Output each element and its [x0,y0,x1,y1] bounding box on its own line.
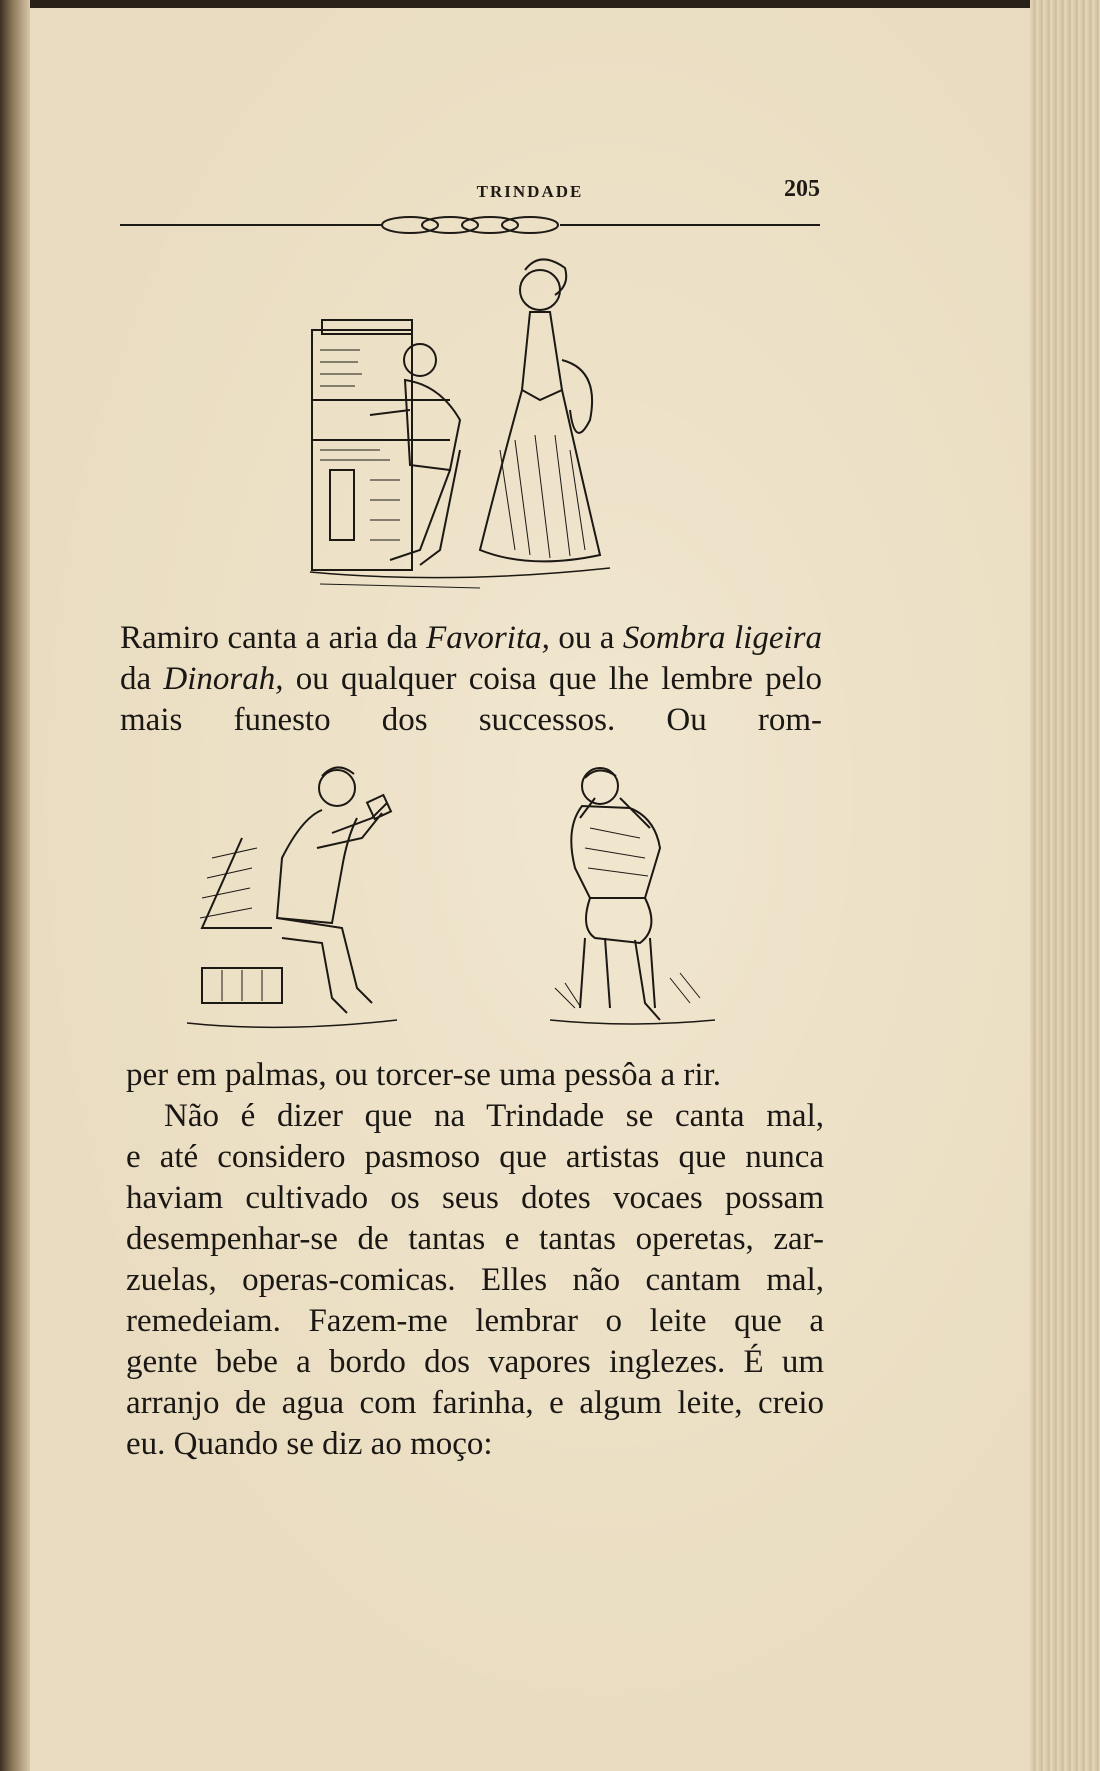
text-line: arranjo de agua com farinha, e algum leite, creio [126,1385,824,1421]
text-line: desempenhar-se de tantas e tantas operetas, zar- [126,1221,824,1257]
clapping-man-illustration [182,758,422,1038]
top-edge [0,0,1100,8]
p1-italic-sombra: Sombra ligeira [622,620,822,656]
p1-text-1: Ramiro canta a aria da [120,620,427,656]
text-line: e até considero pasmoso que artistas que nunca [126,1139,824,1175]
text-line: remedeiam. Fazem-me lembrar o leite que a [126,1303,824,1339]
text-line: per em palmas, ou torcer-se uma pessôa a rir. [126,1057,721,1093]
page-stack-edge [1030,0,1100,1771]
text-line: haviam cultivado os seus dotes vocaes possam [126,1180,824,1216]
p1-text-3: da [120,661,164,697]
page-header [120,172,820,212]
page-number: 205 [784,176,820,202]
p1-italic-favorita: Favorita, [426,620,550,656]
p1-text-2: ou a [549,620,623,656]
p1-italic-dinorah: Dinorah, [163,661,284,697]
paragraph-1 [120,618,822,741]
ornamental-rule [120,210,820,240]
text-line: eu. Quando se diz ao moço: [126,1426,493,1462]
text-line: zuelas, operas-comicas. Elles não cantam mal, [126,1262,824,1298]
p1-text-4: ou qualquer coisa que lhe lembre pelo mais funesto dos successos. Ou rom- [120,661,823,738]
text-line: Não é dizer que na Trindade se canta mal, [164,1098,824,1134]
paragraph-2 [126,1055,824,1465]
laughing-man-illustration [550,758,720,1038]
piano-singer-illustration [300,250,630,600]
text-line: gente bebe a bordo dos vapores inglezes. É um [126,1344,824,1380]
running-head: TRINDADE [476,182,584,201]
binding-edge [0,0,30,1771]
